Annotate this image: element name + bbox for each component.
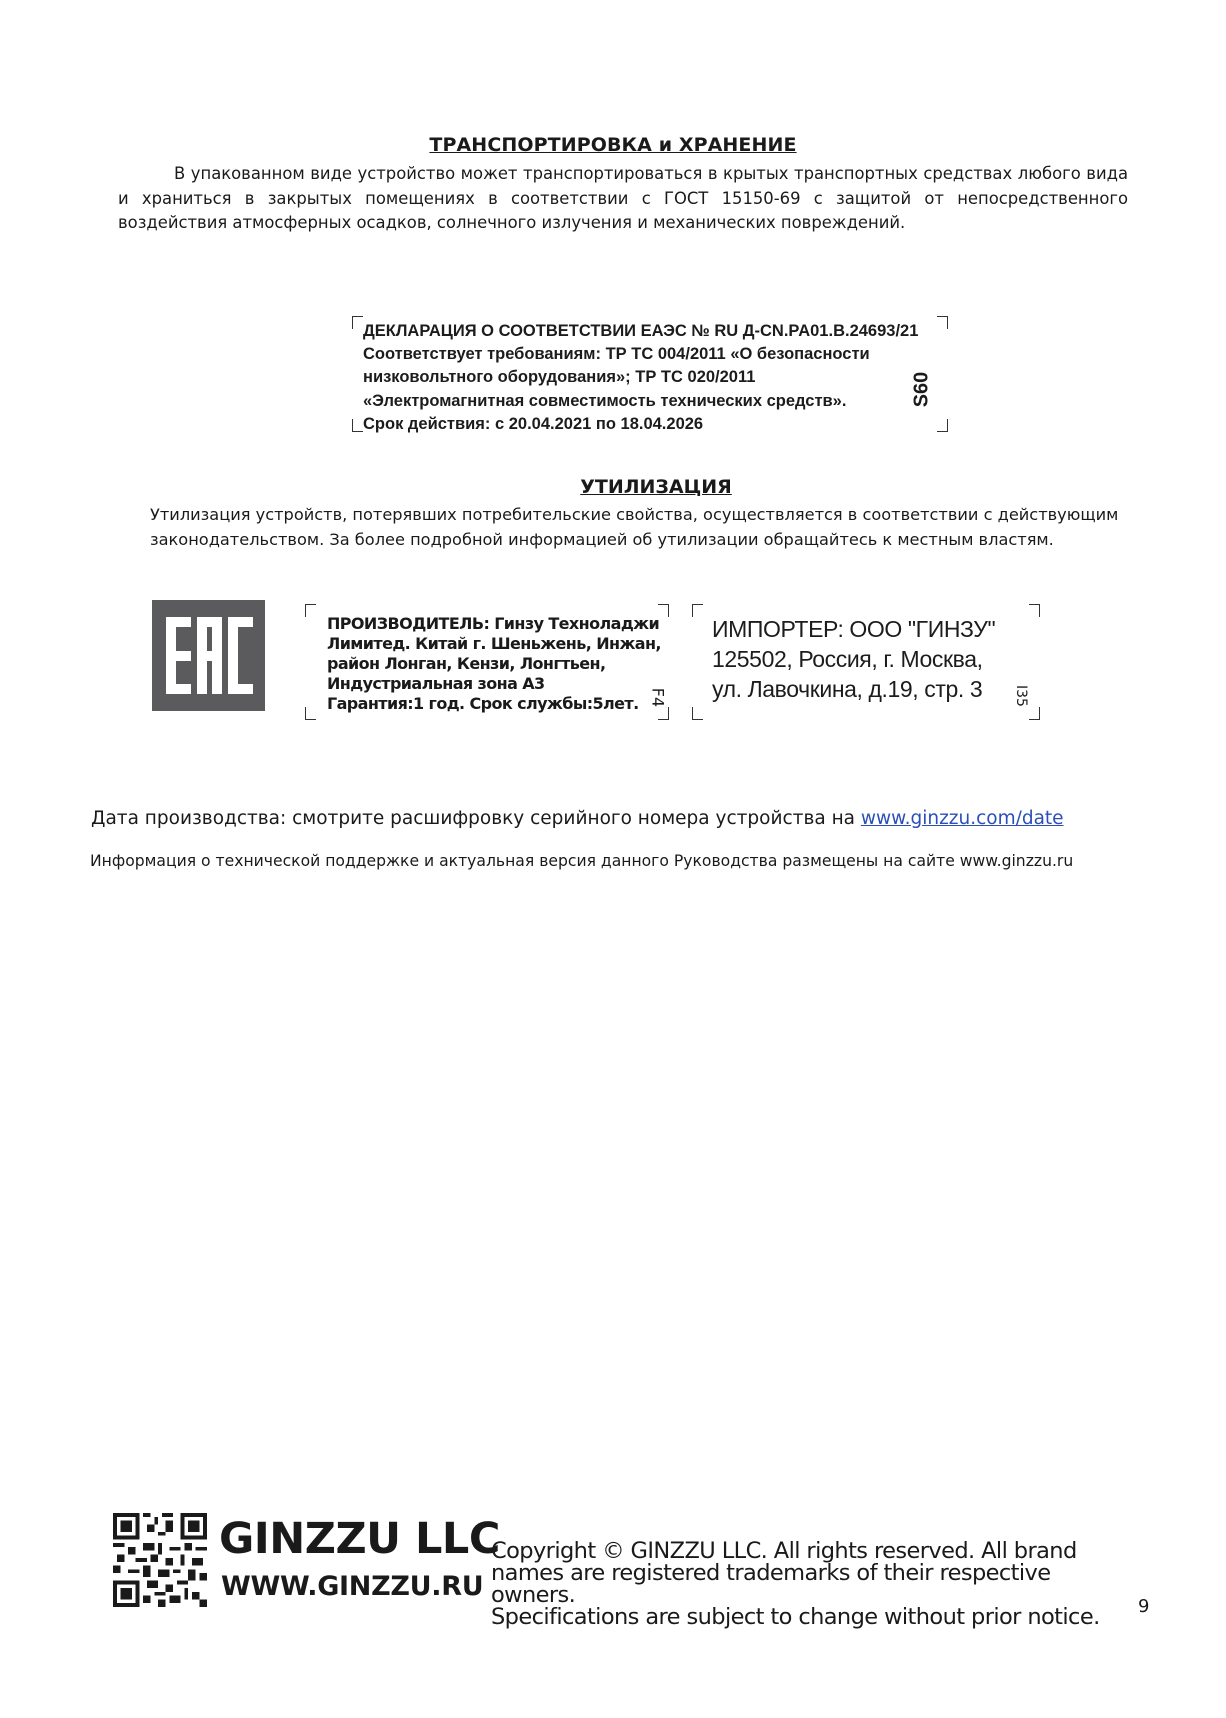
production-date — [91, 808, 1064, 829]
declaration-line: низковольтного оборудования»; ТР ТС 020/2011 — [363, 368, 756, 387]
manufacturer-line: Индустриальная зона А3 — [327, 674, 545, 693]
declaration-line: Срок действия: с 20.04.2021 по 18.04.2026 — [363, 414, 704, 433]
declaration-line: ДЕКЛАРАЦИЯ О СООТВЕТСТВИИ ЕАЭС № RU Д-CN.PA01.B.24693/21 — [363, 322, 919, 340]
transport-text: В упакованном виде устройство может транспортироваться в крытых транспортных средствах любого вида и храниться в закрытых помещениях в соответствии с ГОСТ 15150-69 с защитой от непосредственного воздействия атмосферных осадков, солнечного излучения и механических повреждений. — [118, 164, 1128, 232]
brand-name: GINZZU LLC — [219, 1514, 500, 1564]
manufacturer-line: Гарантия:1 год. Срок службы:5лет. — [327, 694, 639, 713]
qr-code-icon — [113, 1513, 207, 1607]
manufacturer-line: район Лонган, Кензи, Лонгтьен, — [327, 654, 606, 673]
production-date-link[interactable]: www.ginzzu.com/date — [860, 808, 1064, 829]
copyright-text — [491, 1540, 1111, 1628]
page-number: 9 — [1138, 1596, 1150, 1617]
utilization-line: законодательством. За более подробной информацией об утилизации обращайтесь к местным властям. — [150, 529, 1054, 549]
importer-box — [692, 604, 1040, 720]
importer-line: 125502, Россия, г. Москва, — [712, 646, 983, 672]
copyright-line: Copyright © GINZZU LLC. All rights reserved. All brand — [491, 1538, 1077, 1564]
copyright-line: names are registered trademarks of their respective owners. — [491, 1560, 1051, 1608]
declaration-code: S60 — [910, 371, 933, 408]
manufacturer-line: Лимитед. Китай г. Шеньжень, Инжан, — [327, 634, 661, 653]
manufacturer-code: F4 — [648, 687, 668, 708]
utilization-heading: УТИЛИЗАЦИЯ — [580, 476, 732, 498]
manufacturer-text — [327, 614, 661, 714]
eac-mark-icon — [152, 600, 265, 711]
utilization-line: Утилизация устройств, потерявших потребительские свойства, осуществляется в соответствии с действующим — [150, 505, 1119, 524]
production-date-text: Дата производства: смотрите расшифровку серийного номера устройства на — [91, 808, 861, 829]
importer-text — [712, 614, 995, 704]
copyright-line: Specifications are subject to change without prior notice. — [491, 1604, 1100, 1630]
importer-line: ИМПОРТЕР: ООО "ГИНЗУ" — [712, 616, 996, 642]
support-text: Информация о технической поддержке и актуальная версия данного Руководства размещены на сайте www.ginzzu.ru — [90, 852, 1074, 870]
eac-logo — [152, 600, 265, 711]
importer-code: I35 — [1013, 685, 1029, 707]
declaration-line: Соответствует требованиям: ТР ТС 004/2011 «О безопасности — [363, 345, 870, 364]
utilization-text — [150, 503, 1130, 552]
declaration-text — [363, 320, 918, 436]
manufacturer-box — [305, 604, 669, 720]
brand-website: WWW.GINZZU.RU — [221, 1571, 484, 1602]
importer-line: ул. Лавочкина, д.19, стр. 3 — [712, 676, 983, 702]
manufacturer-line: ПРОИЗВОДИТЕЛЬ: Гинзу Техноладжи — [327, 614, 660, 633]
transport-heading: ТРАНСПОРТИРОВКА и ХРАНЕНИЕ — [429, 134, 797, 156]
declaration-line: «Электромагнитная совместимость технических средств». — [363, 391, 847, 410]
declaration-box — [352, 316, 948, 432]
